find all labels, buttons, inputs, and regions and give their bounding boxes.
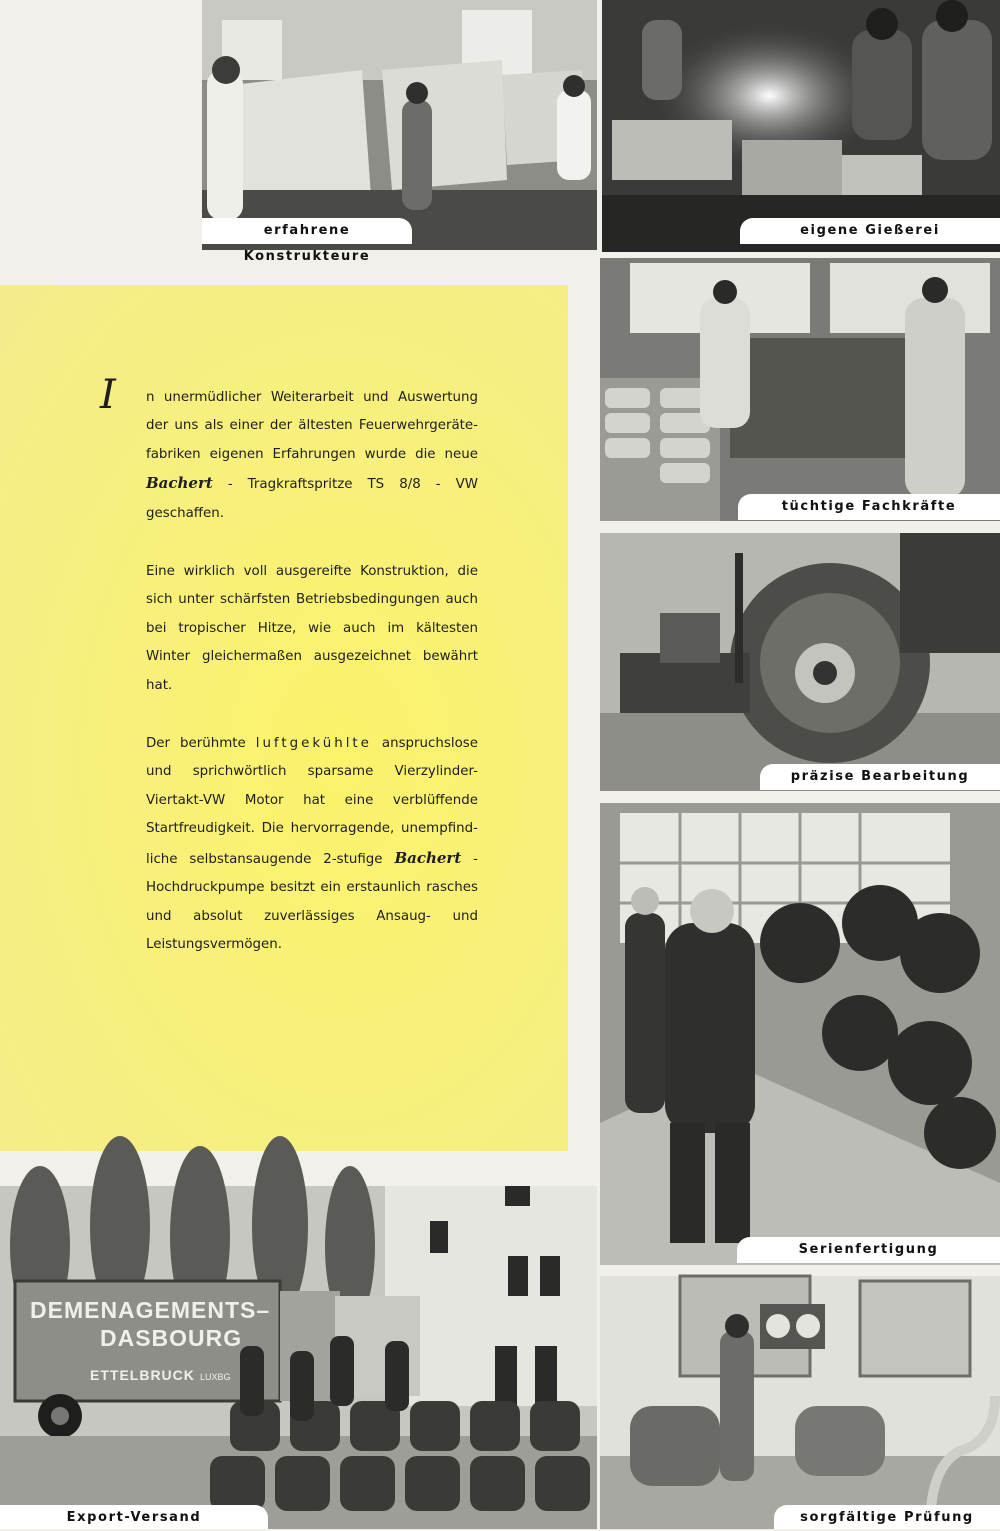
caption-pruefung: sorgfältige Prüfung xyxy=(774,1505,1000,1529)
photo-export xyxy=(0,1186,597,1529)
truck-lettering-line3b: LUXBG xyxy=(200,1372,231,1382)
testing-station-image xyxy=(600,1276,1000,1529)
paragraph-1-end: - Tragkraftspritze TS 8/8 - VW geschaffen. xyxy=(146,477,478,521)
paragraph-2: Eine wirklich voll ausgereifte Konstruktion, die sich unter schärfsten Betriebsbedingungen auch bei tropischer Hitze, wie auch im kältesten Winter gleichermaßen ausgezeichnet bewährt hat. xyxy=(146,564,478,693)
paragraph-3-start: Der berühmte xyxy=(146,736,256,752)
truck-lettering-line3: ETTELBRUCK xyxy=(90,1367,195,1383)
caption-konstrukteure: erfahrene Konstrukteure xyxy=(202,218,412,244)
foundry-image xyxy=(602,0,1000,252)
caption-export: Export-Versand xyxy=(0,1505,268,1529)
caption-bearbeitung: präzise Bearbeitung xyxy=(760,764,1000,790)
paragraph-3-spaced: luftgekühlte xyxy=(255,736,372,752)
export-truck-image xyxy=(0,1186,597,1529)
truck-lettering-line2: DASBOURG xyxy=(100,1325,243,1351)
paragraph-1-start: n unermüdlicher Weiterarbeit und Auswertung der uns als einer der ältesten Feuerwehrgerätefabriken eigenen Erfahrungen wurde die neue xyxy=(146,390,478,462)
photo-giesserei xyxy=(602,0,1000,252)
caption-serienfertigung: Serienfertigung xyxy=(737,1237,1000,1263)
brand-logo-bachert-2: Bachert xyxy=(394,848,462,867)
body-text xyxy=(146,384,478,989)
photo-serienfertigung xyxy=(600,803,1000,1265)
paragraph-1 xyxy=(146,384,478,528)
photo-fachkraefte xyxy=(600,258,1000,521)
drop-cap: I xyxy=(100,372,116,418)
photo-bearbeitung xyxy=(600,533,1000,791)
series-production-image xyxy=(600,803,1000,1265)
lathe-workshop-image xyxy=(600,258,1000,521)
caption-fachkraefte: tüchtige Fachkräfte xyxy=(738,494,1000,520)
paragraph-3-middle: anspruchslose und sprichwörtlich sparsame Vierzylinder-Viertakt-VW Motor hat eine verblüffende Startfreudigkeit. Die hervorragende, unempfindliche selbstansaugende 2-stufige xyxy=(146,736,478,867)
photo-pruefung xyxy=(600,1276,1000,1529)
drafting-room-image xyxy=(202,0,597,250)
paragraph-3 xyxy=(146,730,478,959)
caption-giesserei: eigene Gießerei xyxy=(740,218,1000,244)
paragraph-3-end: - Hochdruckpumpe besitzt ein erstaunlich rasches und absolut zuverlässiges Ansaug- und Leistungsvermögen. xyxy=(146,851,478,952)
truck-lettering-line1: DEMENAGEMENTS– xyxy=(30,1297,271,1323)
precision-machining-image xyxy=(600,533,1000,791)
brand-logo-bachert: Bachert xyxy=(146,474,213,493)
photo-konstrukteure xyxy=(202,0,597,264)
